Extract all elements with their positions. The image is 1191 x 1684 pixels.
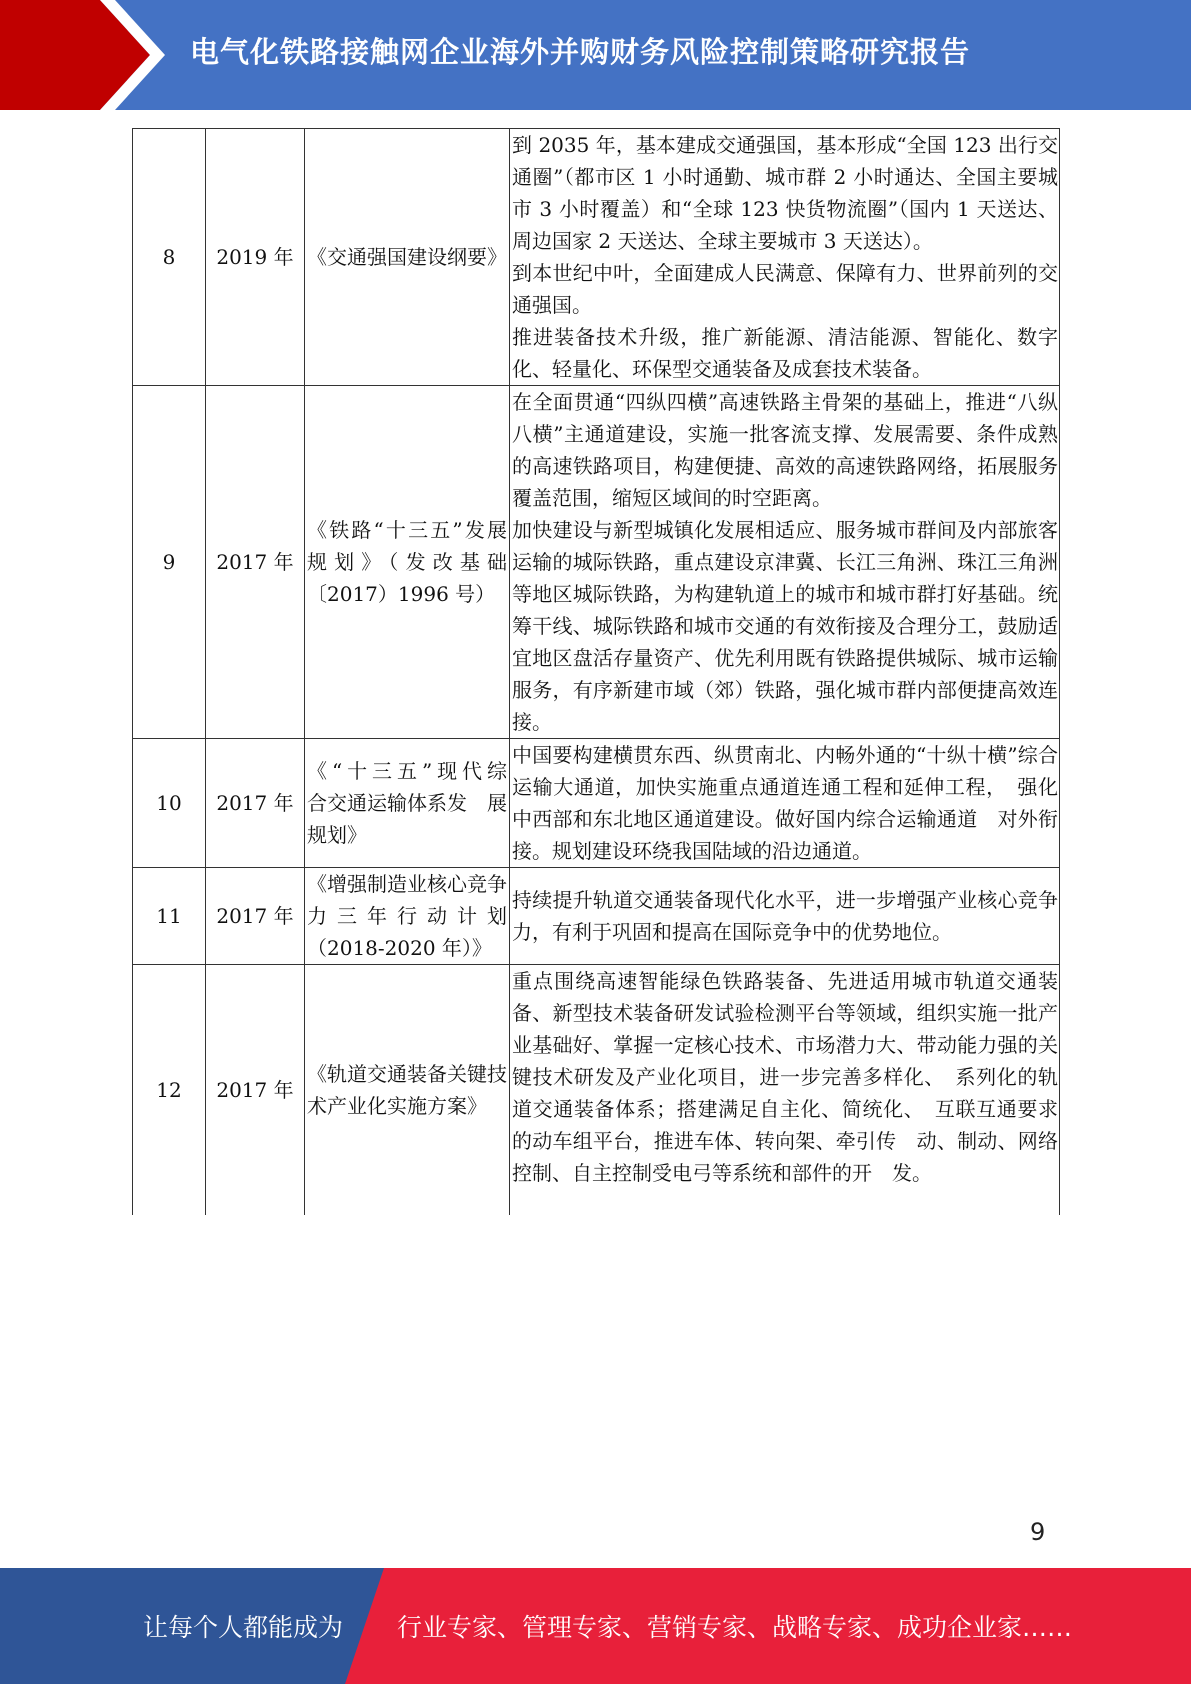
policy-name: 《轨道交通装备关键技术产业化实施方案》 xyxy=(305,965,510,1215)
policy-table xyxy=(132,128,1060,1215)
row-year: 2017 年 xyxy=(206,386,305,739)
policy-name: 《交通强国建设纲要》 xyxy=(305,129,510,386)
row-year: 2019 年 xyxy=(206,129,305,386)
row-year: 2017 年 xyxy=(206,965,305,1215)
policy-content xyxy=(510,386,1060,739)
row-year: 2017 年 xyxy=(206,739,305,868)
page-number: 9 xyxy=(1030,1518,1046,1546)
header-banner xyxy=(0,0,1191,110)
table-row xyxy=(133,739,1060,868)
content-paragraph: 中国要构建横贯东西、纵贯南北、内畅外通的“十纵十横”综合运输大通道，加快实施重点通道连通工程和延伸工程， 强化中西部和东北地区通道建设。做好国内综合运输通道 对外衔接。规划建设环绕我国陆域的沿边通道。 xyxy=(512,743,1058,863)
policy-content xyxy=(510,129,1060,386)
policy-name: 《铁路“十三五”发展规划》（发改基础〔2017）1996 号） xyxy=(305,386,510,739)
footer-banner xyxy=(0,1568,1191,1684)
content-paragraph: 持续提升轨道交通装备现代化水平，进一步增强产业核心竞争力，有利于巩固和提高在国际竞争中的优势地位。 xyxy=(512,888,1058,944)
footer-slogan-right: 行业专家、管理专家、营销专家、战略专家、成功企业家…… xyxy=(397,1613,1073,1642)
table-row xyxy=(133,868,1060,965)
policy-name: 《增强制造业核心竞争力三年行动计划（2018-2020 年）》 xyxy=(305,868,510,965)
table-row xyxy=(133,129,1060,386)
row-number: 12 xyxy=(133,965,206,1215)
content-paragraph: 重点围绕高速智能绿色铁路装备、先进适用城市轨道交通装备、新型技术装备研发试验检测平台等领域，组织实施一批产业基础好、掌握一定核心技术、市场潜力大、带动能力强的关键技术研发及产业化项目，进一步完善多样化、 系列化的轨道交通装备体系；搭建满足自主化、简统化、 互联互通要求的动车组平台，推进车体、转向架、牵引传 动、制动、网络控制、自主控制受电弓等系统和部件的开 发。 xyxy=(512,969,1058,1185)
policy-content xyxy=(510,965,1060,1215)
row-number: 11 xyxy=(133,868,206,965)
content-paragraph: 到 2035 年，基本建成交通强国，基本形成“全国 123 出行交通圈”（都市区 1 小时通勤、城市群 2 小时通达、全国主要城市 3 小时覆盖）和“全球 123 快货物流圈”（国内 1 天送达、周边国家 2 天送达、全球主要城市 3 天送达）。 xyxy=(512,133,1058,253)
row-number: 8 xyxy=(133,129,206,386)
row-number: 9 xyxy=(133,386,206,739)
table-row xyxy=(133,386,1060,739)
policy-content xyxy=(510,868,1060,965)
policy-name: 《“十三五”现代综 合交通运输体系发 展规划》 xyxy=(305,739,510,868)
content-paragraph: 推进装备技术升级，推广新能源、清洁能源、智能化、数字化、轻量化、环保型交通装备及成套技术装备。 xyxy=(512,325,1058,381)
row-year: 2017 年 xyxy=(206,868,305,965)
table-row xyxy=(133,965,1060,1215)
report-title: 电气化铁路接触网企业海外并购财务风险控制策略研究报告 xyxy=(190,35,971,69)
row-number: 10 xyxy=(133,739,206,868)
footer-slogan-left: 让每个人都能成为 xyxy=(143,1613,344,1642)
content-paragraph: 在全面贯通“四纵四横”高速铁路主骨架的基础上，推进“八纵八横”主通道建设，实施一批客流支撑、发展需要、条件成熟的高速铁路项目，构建便捷、高效的高速铁路网络，拓展服务覆盖范围，缩短区域间的时空距离。 xyxy=(512,390,1058,510)
content-paragraph: 到本世纪中叶，全面建成人民满意、保障有力、世界前列的交通强国。 xyxy=(512,261,1058,317)
policy-content xyxy=(510,739,1060,868)
content-paragraph: 加快建设与新型城镇化发展相适应、服务城市群间及内部旅客运输的城际铁路，重点建设京津冀、长江三角洲、珠江三角洲等地区城际铁路，为构建轨道上的城市和城市群打好基础。统筹干线、城际铁路和城市交通的有效衔接及合理分工，鼓励适宜地区盘活存量资产、优先利用既有铁路提供城际、城市运输服务，有序新建市域（郊）铁路，强化城市群内部便捷高效连接。 xyxy=(512,518,1058,734)
